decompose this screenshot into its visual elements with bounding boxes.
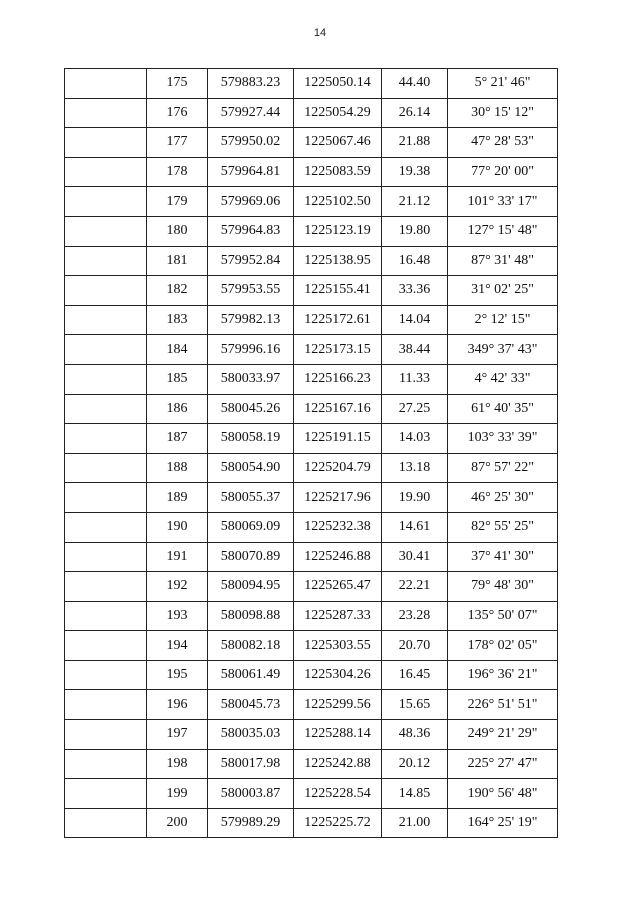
x-coordinate-cell: 580061.49 — [208, 660, 294, 690]
distance-cell: 23.28 — [382, 601, 448, 631]
y-coordinate-cell: 1225167.16 — [294, 394, 382, 424]
point-number-cell: 180 — [147, 216, 208, 246]
parcel-cell — [65, 660, 147, 690]
parcel-cell — [65, 276, 147, 306]
x-coordinate-cell: 579969.06 — [208, 187, 294, 217]
table-row — [65, 808, 558, 838]
point-number-cell: 193 — [147, 601, 208, 631]
parcel-cell — [65, 335, 147, 365]
bearing-cell: 31° 02' 25" — [448, 276, 558, 306]
bearing-cell: 178° 02' 05" — [448, 631, 558, 661]
distance-cell: 26.14 — [382, 98, 448, 128]
y-coordinate-cell: 1225242.88 — [294, 749, 382, 779]
point-number-cell: 191 — [147, 542, 208, 572]
parcel-cell — [65, 424, 147, 454]
table-row — [65, 305, 558, 335]
bearing-cell: 103° 33' 39" — [448, 424, 558, 454]
point-number-cell: 200 — [147, 808, 208, 838]
point-number-cell: 187 — [147, 424, 208, 454]
table-row — [65, 660, 558, 690]
y-coordinate-cell: 1225287.33 — [294, 601, 382, 631]
x-coordinate-cell: 579996.16 — [208, 335, 294, 365]
bearing-cell: 190° 56' 48" — [448, 779, 558, 809]
table-row — [65, 779, 558, 809]
bearing-cell: 30° 15' 12" — [448, 98, 558, 128]
bearing-cell: 47° 28' 53" — [448, 128, 558, 158]
parcel-cell — [65, 542, 147, 572]
y-coordinate-cell: 1225155.41 — [294, 276, 382, 306]
bearing-cell: 4° 42' 33" — [448, 364, 558, 394]
distance-cell: 19.90 — [382, 483, 448, 513]
parcel-cell — [65, 779, 147, 809]
y-coordinate-cell: 1225067.46 — [294, 128, 382, 158]
table-row — [65, 720, 558, 750]
bearing-cell: 135° 50' 07" — [448, 601, 558, 631]
distance-cell: 14.61 — [382, 512, 448, 542]
y-coordinate-cell: 1225083.59 — [294, 157, 382, 187]
distance-cell: 19.38 — [382, 157, 448, 187]
point-number-cell: 194 — [147, 631, 208, 661]
bearing-cell: 101° 33' 17" — [448, 187, 558, 217]
point-number-cell: 186 — [147, 394, 208, 424]
bearing-cell: 5° 21' 46" — [448, 69, 558, 99]
parcel-cell — [65, 246, 147, 276]
distance-cell: 15.65 — [382, 690, 448, 720]
table-row — [65, 749, 558, 779]
x-coordinate-cell: 580017.98 — [208, 749, 294, 779]
distance-cell: 14.04 — [382, 305, 448, 335]
distance-cell: 21.00 — [382, 808, 448, 838]
bearing-cell: 2° 12' 15" — [448, 305, 558, 335]
parcel-cell — [65, 128, 147, 158]
y-coordinate-cell: 1225191.15 — [294, 424, 382, 454]
point-number-cell: 196 — [147, 690, 208, 720]
distance-cell: 20.70 — [382, 631, 448, 661]
distance-cell: 19.80 — [382, 216, 448, 246]
y-coordinate-cell: 1225265.47 — [294, 572, 382, 602]
y-coordinate-cell: 1225217.96 — [294, 483, 382, 513]
y-coordinate-cell: 1225246.88 — [294, 542, 382, 572]
point-number-cell: 175 — [147, 69, 208, 99]
table-row — [65, 187, 558, 217]
distance-cell: 27.25 — [382, 394, 448, 424]
coordinates-table — [64, 68, 558, 838]
distance-cell: 33.36 — [382, 276, 448, 306]
distance-cell: 13.18 — [382, 453, 448, 483]
parcel-cell — [65, 187, 147, 217]
bearing-cell: 349° 37' 43" — [448, 335, 558, 365]
x-coordinate-cell: 580045.26 — [208, 394, 294, 424]
point-number-cell: 199 — [147, 779, 208, 809]
table-row — [65, 128, 558, 158]
x-coordinate-cell: 580094.95 — [208, 572, 294, 602]
distance-cell: 38.44 — [382, 335, 448, 365]
parcel-cell — [65, 98, 147, 128]
y-coordinate-cell: 1225050.14 — [294, 69, 382, 99]
table-row — [65, 512, 558, 542]
bearing-cell: 225° 27' 47" — [448, 749, 558, 779]
x-coordinate-cell: 580045.73 — [208, 690, 294, 720]
table-row — [65, 364, 558, 394]
table-row — [65, 690, 558, 720]
y-coordinate-cell: 1225204.79 — [294, 453, 382, 483]
bearing-cell: 249° 21' 29" — [448, 720, 558, 750]
x-coordinate-cell: 579927.44 — [208, 98, 294, 128]
x-coordinate-cell: 580058.19 — [208, 424, 294, 454]
distance-cell: 22.21 — [382, 572, 448, 602]
distance-cell: 16.45 — [382, 660, 448, 690]
point-number-cell: 192 — [147, 572, 208, 602]
point-number-cell: 190 — [147, 512, 208, 542]
parcel-cell — [65, 364, 147, 394]
point-number-cell: 195 — [147, 660, 208, 690]
table-row — [65, 424, 558, 454]
point-number-cell: 197 — [147, 720, 208, 750]
bearing-cell: 82° 55' 25" — [448, 512, 558, 542]
point-number-cell: 182 — [147, 276, 208, 306]
y-coordinate-cell: 1225304.26 — [294, 660, 382, 690]
y-coordinate-cell: 1225102.50 — [294, 187, 382, 217]
parcel-cell — [65, 690, 147, 720]
y-coordinate-cell: 1225232.38 — [294, 512, 382, 542]
parcel-cell — [65, 512, 147, 542]
x-coordinate-cell: 579952.84 — [208, 246, 294, 276]
parcel-cell — [65, 157, 147, 187]
point-number-cell: 188 — [147, 453, 208, 483]
point-number-cell: 189 — [147, 483, 208, 513]
bearing-cell: 87° 57' 22" — [448, 453, 558, 483]
parcel-cell — [65, 601, 147, 631]
x-coordinate-cell: 580003.87 — [208, 779, 294, 809]
parcel-cell — [65, 572, 147, 602]
x-coordinate-cell: 579883.23 — [208, 69, 294, 99]
point-number-cell: 198 — [147, 749, 208, 779]
parcel-cell — [65, 808, 147, 838]
y-coordinate-cell: 1225138.95 — [294, 246, 382, 276]
x-coordinate-cell: 580070.89 — [208, 542, 294, 572]
bearing-cell: 87° 31' 48" — [448, 246, 558, 276]
bearing-cell: 61° 40' 35" — [448, 394, 558, 424]
table-row — [65, 216, 558, 246]
y-coordinate-cell: 1225288.14 — [294, 720, 382, 750]
bearing-cell: 127° 15' 48" — [448, 216, 558, 246]
table-row — [65, 483, 558, 513]
x-coordinate-cell: 579982.13 — [208, 305, 294, 335]
table-row — [65, 572, 558, 602]
table-row — [65, 631, 558, 661]
distance-cell: 16.48 — [382, 246, 448, 276]
table-row — [65, 157, 558, 187]
x-coordinate-cell: 580082.18 — [208, 631, 294, 661]
bearing-cell: 79° 48' 30" — [448, 572, 558, 602]
distance-cell: 21.12 — [382, 187, 448, 217]
point-number-cell: 185 — [147, 364, 208, 394]
parcel-cell — [65, 483, 147, 513]
point-number-cell: 177 — [147, 128, 208, 158]
distance-cell: 30.41 — [382, 542, 448, 572]
y-coordinate-cell: 1225123.19 — [294, 216, 382, 246]
distance-cell: 14.85 — [382, 779, 448, 809]
x-coordinate-cell: 579964.81 — [208, 157, 294, 187]
bearing-cell: 37° 41' 30" — [448, 542, 558, 572]
y-coordinate-cell: 1225172.61 — [294, 305, 382, 335]
parcel-cell — [65, 69, 147, 99]
page-number: 14 — [313, 27, 327, 39]
parcel-cell — [65, 720, 147, 750]
x-coordinate-cell: 580035.03 — [208, 720, 294, 750]
y-coordinate-cell: 1225303.55 — [294, 631, 382, 661]
bearing-cell: 46° 25' 30" — [448, 483, 558, 513]
bearing-cell: 164° 25' 19" — [448, 808, 558, 838]
y-coordinate-cell: 1225054.29 — [294, 98, 382, 128]
x-coordinate-cell: 579953.55 — [208, 276, 294, 306]
distance-cell: 21.88 — [382, 128, 448, 158]
table-row — [65, 276, 558, 306]
x-coordinate-cell: 580055.37 — [208, 483, 294, 513]
table-row — [65, 69, 558, 99]
table-row — [65, 453, 558, 483]
parcel-cell — [65, 394, 147, 424]
distance-cell: 44.40 — [382, 69, 448, 99]
distance-cell: 11.33 — [382, 364, 448, 394]
y-coordinate-cell: 1225228.54 — [294, 779, 382, 809]
parcel-cell — [65, 216, 147, 246]
x-coordinate-cell: 579989.29 — [208, 808, 294, 838]
x-coordinate-cell: 580054.90 — [208, 453, 294, 483]
x-coordinate-cell: 579964.83 — [208, 216, 294, 246]
table-row — [65, 335, 558, 365]
parcel-cell — [65, 749, 147, 779]
distance-cell: 48.36 — [382, 720, 448, 750]
bearing-cell: 196° 36' 21" — [448, 660, 558, 690]
table-row — [65, 542, 558, 572]
point-number-cell: 181 — [147, 246, 208, 276]
x-coordinate-cell: 580098.88 — [208, 601, 294, 631]
bearing-cell: 77° 20' 00" — [448, 157, 558, 187]
distance-cell: 14.03 — [382, 424, 448, 454]
coordinates-table-body — [65, 69, 558, 838]
table-row — [65, 394, 558, 424]
parcel-cell — [65, 305, 147, 335]
x-coordinate-cell: 580033.97 — [208, 364, 294, 394]
y-coordinate-cell: 1225299.56 — [294, 690, 382, 720]
parcel-cell — [65, 453, 147, 483]
distance-cell: 20.12 — [382, 749, 448, 779]
point-number-cell: 183 — [147, 305, 208, 335]
x-coordinate-cell: 579950.02 — [208, 128, 294, 158]
point-number-cell: 176 — [147, 98, 208, 128]
table-row — [65, 98, 558, 128]
y-coordinate-cell: 1225173.15 — [294, 335, 382, 365]
point-number-cell: 184 — [147, 335, 208, 365]
point-number-cell: 179 — [147, 187, 208, 217]
y-coordinate-cell: 1225225.72 — [294, 808, 382, 838]
parcel-cell — [65, 631, 147, 661]
point-number-cell: 178 — [147, 157, 208, 187]
bearing-cell: 226° 51' 51" — [448, 690, 558, 720]
table-row — [65, 601, 558, 631]
table-row — [65, 246, 558, 276]
y-coordinate-cell: 1225166.23 — [294, 364, 382, 394]
x-coordinate-cell: 580069.09 — [208, 512, 294, 542]
